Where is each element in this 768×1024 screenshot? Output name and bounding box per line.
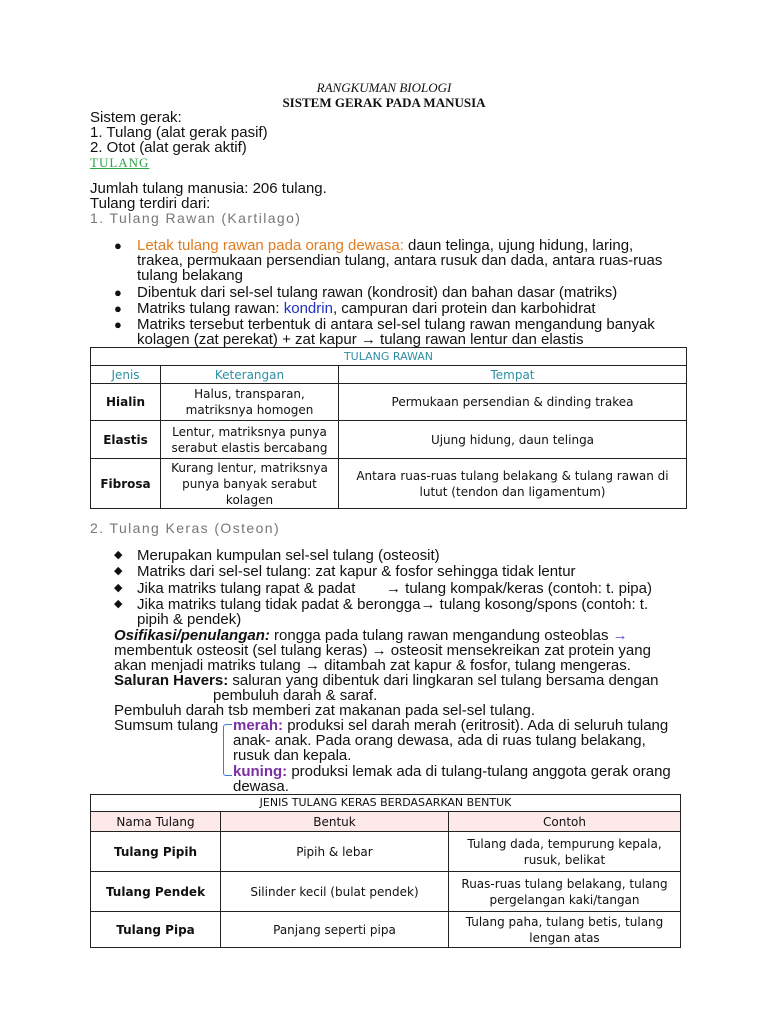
rawan-heading: 1. Tulang Rawan (Kartilago) xyxy=(90,210,302,226)
rawan-bullet-1-cont: tulang belakang xyxy=(137,267,243,284)
osifikasi-cont: membentuk osteosit (sel tulang keras) → osteosit mensekreikan zat protein yang xyxy=(114,642,651,659)
keras-bullet-3-result: → tulang kompak/keras (contoh: t. pipa) xyxy=(386,580,652,597)
table-tulang-keras xyxy=(90,794,681,948)
keras-heading: 2. Tulang Keras (Osteon) xyxy=(90,520,281,536)
kuning-line: kuning: produksi lemak ada di tulang-tulang anggota gerak orang xyxy=(233,763,671,780)
doc-subtitle: SISTEM GERAK PADA MANUSIA xyxy=(282,95,486,110)
cell-contoh: Tulang paha, tulang betis, tulang lengan atas xyxy=(449,912,681,948)
rawan-bullet-3: Matriks tulang rawan: kondrin, campuran dari protein dan karbohidrat xyxy=(137,300,596,317)
keras-bullet-1: Merupakan kumpulan sel-sel tulang (osteosit) xyxy=(137,547,440,564)
table-header: Keterangan xyxy=(161,366,339,384)
intro-line: Sistem gerak: xyxy=(90,109,182,126)
rawan-bullet-4-cont: kolagen (zat perekat) + zat kapur → tulang rawan lentur dan elastis xyxy=(137,331,584,348)
table-tulang-rawan xyxy=(90,347,687,509)
kuning-cont: dewasa. xyxy=(233,778,289,795)
diamond-bullet-icon: ◆ xyxy=(114,582,123,594)
table-row xyxy=(91,912,681,948)
merah-cont: rusuk dan kepala. xyxy=(233,747,352,764)
sumsum-label: Sumsum tulang xyxy=(114,717,219,734)
table-row xyxy=(91,459,687,509)
cell-contoh: Tulang dada, tempurung kepala, rusuk, belikat xyxy=(449,832,681,872)
cell-bentuk: Pipih & lebar xyxy=(221,832,449,872)
bullet-icon: ● xyxy=(114,238,122,253)
table-header: Tempat xyxy=(339,366,687,384)
cell-nama: Tulang Pipa xyxy=(91,912,221,948)
rawan-bullet-4: Matriks tersebut terbentuk di antara sel-sel tulang rawan mengandung banyak xyxy=(137,316,655,333)
table-row xyxy=(91,421,687,459)
keras-bullet-4: Jika matriks tulang tidak padat & berongga→ tulang kosong/spons (contoh: t. xyxy=(137,596,649,613)
keras-bullet-3: Jika matriks tulang rapat & padat xyxy=(137,580,356,597)
table-row xyxy=(91,832,681,872)
cell-bentuk: Panjang seperti pipa xyxy=(221,912,449,948)
cell-keterangan: Lentur, matriksnya punya serabut elastis bercabang xyxy=(161,421,339,459)
cell-keterangan: Halus, transparan, matriksnya homogen xyxy=(161,384,339,421)
merah-line: merah: produksi sel darah merah (eritrosit). Ada di seluruh tulang xyxy=(233,717,669,734)
table-header: Nama Tulang xyxy=(91,812,221,832)
table-row xyxy=(91,872,681,912)
rawan-bullet-2: Dibentuk dari sel-sel tulang rawan (kondrosit) dan bahan dasar (matriks) xyxy=(137,284,618,301)
table-row xyxy=(91,384,687,421)
table-title: JENIS TULANG KERAS BERDASARKAN BENTUK xyxy=(91,795,681,812)
brace-icon xyxy=(223,724,232,776)
keras-bullet-2: Matriks dari sel-sel tulang: zat kapur & fosfor sehingga tidak lentur xyxy=(137,563,576,580)
cell-bentuk: Silinder kecil (bulat pendek) xyxy=(221,872,449,912)
table-header: Jenis xyxy=(91,366,161,384)
cell-keterangan: Kurang lentur, matriksnya punya banyak serabut kolagen xyxy=(161,459,339,509)
osifikasi-cont: akan menjadi matriks tulang → ditambah zat kapur & fosfor, tulang mengeras. xyxy=(114,657,631,674)
terdiri-text: Tulang terdiri dari: xyxy=(90,195,211,212)
rawan-bullet-1: Letak tulang rawan pada orang dewasa: daun telinga, ujung hidung, laring, xyxy=(137,237,634,254)
jumlah-text: Jumlah tulang manusia: 206 tulang. xyxy=(90,180,327,197)
havers-line: Saluran Havers: saluran yang dibentuk dari lingkaran sel tulang bersama dengan xyxy=(114,672,659,689)
cell-tempat: Antara ruas-ruas tulang belakang & tulang rawan di lutut (tendon dan ligamentum) xyxy=(339,459,687,509)
rawan-bullet-1-cont: trakea, permukaan persendian tulang, antara rusuk dan dada, antara ruas-ruas xyxy=(137,252,663,269)
diamond-bullet-icon: ◆ xyxy=(114,549,123,561)
bullet-icon: ● xyxy=(114,317,122,332)
cell-tempat: Ujung hidung, daun telinga xyxy=(339,421,687,459)
merah-cont: anak- anak. Pada orang dewasa, ada di ruas tulang belakang, xyxy=(233,732,646,749)
bullet-icon: ● xyxy=(114,285,122,300)
bullet-icon: ● xyxy=(114,301,122,316)
keras-bullet-4-cont: pipih & pendek) xyxy=(137,611,242,628)
cell-nama: Tulang Pendek xyxy=(91,872,221,912)
diamond-bullet-icon: ◆ xyxy=(114,598,123,610)
cell-jenis: Hialin xyxy=(91,384,161,421)
cell-tempat: Permukaan persendian & dinding trakea xyxy=(339,384,687,421)
table-title: TULANG RAWAN xyxy=(91,348,687,366)
cell-jenis: Elastis xyxy=(91,421,161,459)
pembuluh-line: Pembuluh darah tsb memberi zat makanan pada sel-sel tulang. xyxy=(114,702,536,719)
cell-contoh: Ruas-ruas tulang belakang, tulang pergelangan kaki/tangan xyxy=(449,872,681,912)
osifikasi-line: Osifikasi/penulangan: rongga pada tulang rawan mengandung osteoblas → xyxy=(114,627,628,644)
doc-title: RANGKUMAN BIOLOGI xyxy=(316,80,452,95)
diamond-bullet-icon: ◆ xyxy=(114,565,123,577)
cell-jenis: Fibrosa xyxy=(91,459,161,509)
table-header: Bentuk xyxy=(221,812,449,832)
intro-line: 2. Otot (alat gerak aktif) xyxy=(90,139,247,156)
cell-nama: Tulang Pipih xyxy=(91,832,221,872)
section-heading-tulang: TULANG xyxy=(90,155,150,170)
intro-line: 1. Tulang (alat gerak pasif) xyxy=(90,124,268,141)
table-header: Contoh xyxy=(449,812,681,832)
havers-cont: pembuluh darah & saraf. xyxy=(213,687,378,704)
